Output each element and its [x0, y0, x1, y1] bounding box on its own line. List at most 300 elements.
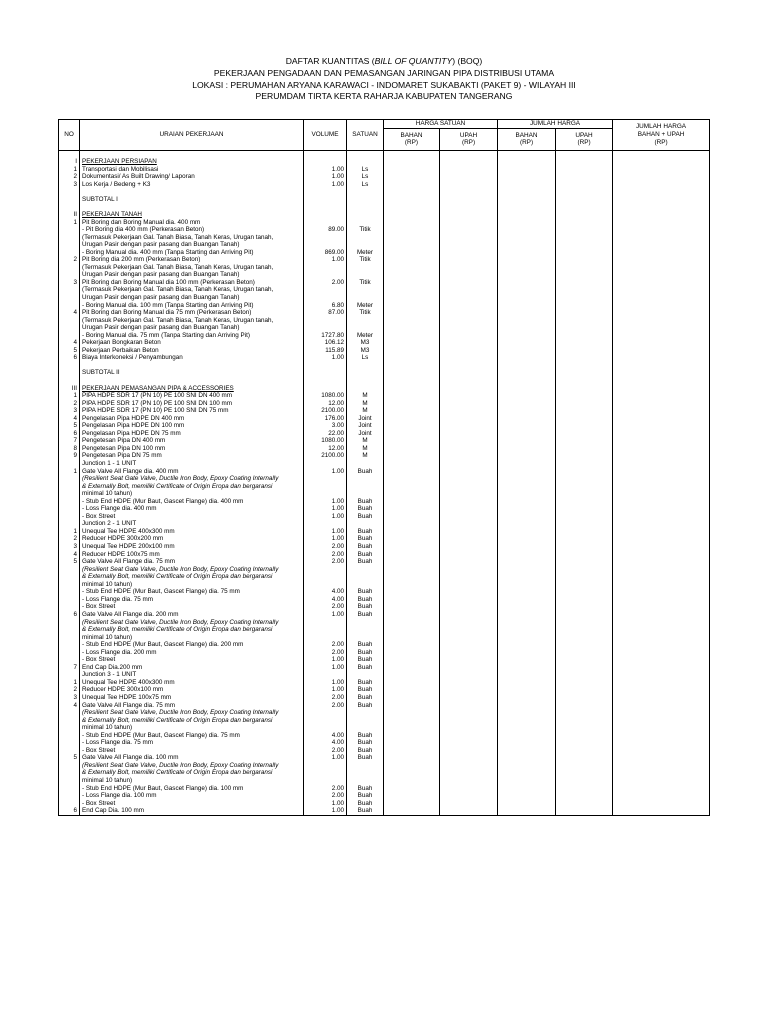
description-cell: PIPA HDPE SDR 17 (PN 10) PE 100 SNI DN 100 mm	[80, 400, 304, 408]
header-uraian: URAIAN PEKERJAAN	[80, 120, 304, 151]
harga-upah-cell	[440, 400, 498, 408]
unit-cell: Buah	[347, 513, 384, 521]
description-cell: Pengelasan Pipa HDPE DN 75 mm	[80, 430, 304, 438]
jumlah-bahan-cell	[498, 619, 556, 627]
unit-cell: Ls	[347, 354, 384, 362]
volume-cell	[304, 762, 347, 770]
harga-bahan-cell	[384, 664, 440, 672]
jumlah-bahan-cell	[498, 181, 556, 189]
volume-cell: 106.12	[304, 339, 347, 347]
jumlah-upah-cell	[556, 800, 613, 808]
description-cell: Pit Boring dia 200 mm (Perkerasan Beton)	[80, 256, 304, 264]
total-cell	[613, 241, 710, 249]
harga-bahan-cell	[384, 619, 440, 627]
description-cell: minimal 10 tahun)	[80, 724, 304, 732]
harga-upah-cell	[440, 437, 498, 445]
volume-cell	[304, 203, 347, 211]
harga-upah-cell	[440, 369, 498, 377]
total-cell	[613, 807, 710, 815]
table-row	[59, 739, 710, 747]
item-number-cell	[59, 588, 80, 596]
jumlah-bahan-cell	[498, 271, 556, 279]
total-cell	[613, 535, 710, 543]
volume-cell: 1.00	[304, 754, 347, 762]
jumlah-upah-cell	[556, 694, 613, 702]
description-cell: Pengelasan Pipa HDPE DN 100 mm	[80, 422, 304, 430]
description-cell	[80, 188, 304, 196]
harga-upah-cell	[440, 626, 498, 634]
unit-cell	[347, 241, 384, 249]
item-number-cell	[59, 739, 80, 747]
total-cell	[613, 611, 710, 619]
volume-cell	[304, 724, 347, 732]
total-cell	[613, 271, 710, 279]
jumlah-bahan-cell	[498, 490, 556, 498]
item-number-cell: 2	[59, 535, 80, 543]
item-number-cell	[59, 294, 80, 302]
unit-cell	[347, 196, 384, 204]
harga-bahan-cell	[384, 792, 440, 800]
harga-bahan-cell	[384, 445, 440, 453]
table-row	[59, 302, 710, 310]
harga-upah-cell	[440, 181, 498, 189]
item-number-cell: II	[59, 211, 80, 219]
harga-upah-cell	[440, 324, 498, 332]
unit-cell: Joint	[347, 430, 384, 438]
volume-cell: 2.00	[304, 785, 347, 793]
total-cell	[613, 596, 710, 604]
harga-bahan-cell	[384, 475, 440, 483]
unit-cell	[347, 724, 384, 732]
description-cell: Gate Valve All Flange dia. 75 mm	[80, 702, 304, 710]
table-row	[59, 196, 710, 204]
item-number-cell: 2	[59, 686, 80, 694]
table-row	[59, 452, 710, 460]
item-number-cell	[59, 324, 80, 332]
jumlah-upah-cell	[556, 686, 613, 694]
unit-cell: Buah	[347, 694, 384, 702]
title-line-1	[0, 56, 768, 68]
jumlah-upah-cell	[556, 792, 613, 800]
harga-upah-cell	[440, 634, 498, 642]
jumlah-upah-cell	[556, 286, 613, 294]
jumlah-bahan-cell	[498, 475, 556, 483]
volume-cell: 2.00	[304, 279, 347, 287]
harga-bahan-cell	[384, 452, 440, 460]
header-unit: (RP)	[577, 139, 591, 147]
jumlah-upah-cell	[556, 445, 613, 453]
item-number-cell: 1	[59, 528, 80, 536]
unit-cell	[347, 626, 384, 634]
jumlah-bahan-cell	[498, 347, 556, 355]
description-cell: - Stub End HDPE (Mur Baut, Gascet Flange) dia. 200 mm	[80, 641, 304, 649]
description-cell: minimal 10 tahun)	[80, 777, 304, 785]
header-total-unit: (RP)	[654, 138, 668, 146]
jumlah-bahan-cell	[498, 483, 556, 491]
item-number-cell	[59, 619, 80, 627]
title-line-3: LOKASI : PERUMAHAN ARYANA KARAWACI - INDOMARET SUKABAKTI (PAKET 9) - WILAYAH III	[192, 79, 576, 90]
harga-upah-cell	[440, 354, 498, 362]
item-number-cell	[59, 498, 80, 506]
table-row	[59, 483, 710, 491]
harga-upah-cell	[440, 641, 498, 649]
jumlah-upah-cell	[556, 490, 613, 498]
item-number-cell	[59, 483, 80, 491]
description-cell: SUBTOTAL II	[80, 369, 304, 377]
unit-cell: Ls	[347, 166, 384, 174]
harga-upah-cell	[440, 724, 498, 732]
harga-upah-cell	[440, 407, 498, 415]
volume-cell: 1.00	[304, 498, 347, 506]
item-number-cell	[59, 777, 80, 785]
header-total	[613, 120, 710, 151]
unit-cell: Buah	[347, 528, 384, 536]
volume-cell: 2.00	[304, 649, 347, 657]
volume-cell	[304, 286, 347, 294]
item-number-cell: 1	[59, 679, 80, 687]
jumlah-bahan-cell	[498, 611, 556, 619]
harga-bahan-cell	[384, 762, 440, 770]
harga-upah-cell	[440, 468, 498, 476]
table-row	[59, 407, 710, 415]
volume-cell: 1.00	[304, 686, 347, 694]
table-row	[59, 807, 710, 815]
table-row	[59, 188, 710, 196]
harga-upah-cell	[440, 332, 498, 340]
total-cell	[613, 603, 710, 611]
header-label: UPAH	[459, 131, 478, 139]
table-row	[59, 203, 710, 211]
harga-upah-cell	[440, 188, 498, 196]
table-row	[59, 686, 710, 694]
harga-upah-cell	[440, 664, 498, 672]
table-body	[59, 150, 710, 815]
total-cell	[613, 347, 710, 355]
jumlah-bahan-cell	[498, 528, 556, 536]
harga-bahan-cell	[384, 286, 440, 294]
total-cell	[613, 543, 710, 551]
volume-cell: 4.00	[304, 596, 347, 604]
unit-cell: Titik	[347, 309, 384, 317]
unit-cell	[347, 520, 384, 528]
harga-bahan-cell	[384, 626, 440, 634]
item-number-cell	[59, 603, 80, 611]
total-cell	[613, 362, 710, 370]
unit-cell	[347, 362, 384, 370]
unit-cell	[347, 324, 384, 332]
jumlah-bahan-cell	[498, 324, 556, 332]
item-number-cell	[59, 302, 80, 310]
item-number-cell: 7	[59, 437, 80, 445]
description-cell	[80, 362, 304, 370]
harga-upah-cell	[440, 430, 498, 438]
total-cell	[613, 468, 710, 476]
jumlah-upah-cell	[556, 407, 613, 415]
item-number-cell: 9	[59, 452, 80, 460]
table-row	[59, 498, 710, 506]
item-number-cell	[59, 286, 80, 294]
unit-cell: Buah	[347, 754, 384, 762]
description-cell: PIPA HDPE SDR 17 (PN 10) PE 100 SNI DN 75 mm	[80, 407, 304, 415]
volume-cell: 1.00	[304, 656, 347, 664]
harga-upah-cell	[440, 317, 498, 325]
jumlah-bahan-cell	[498, 634, 556, 642]
unit-cell: M	[347, 445, 384, 453]
total-cell	[613, 649, 710, 657]
table-row	[59, 158, 710, 166]
total-cell	[613, 150, 710, 158]
harga-upah-cell	[440, 619, 498, 627]
jumlah-upah-cell	[556, 173, 613, 181]
jumlah-bahan-cell	[498, 800, 556, 808]
table-row	[59, 520, 710, 528]
jumlah-upah-cell	[556, 249, 613, 257]
description-cell: minimal 10 tahun)	[80, 634, 304, 642]
description-cell: - Boring Manual dia. 400 mm (Tanpa Starting dan Arriving Pit)	[80, 249, 304, 257]
volume-cell: 1.00	[304, 807, 347, 815]
jumlah-bahan-cell	[498, 150, 556, 158]
jumlah-bahan-cell	[498, 332, 556, 340]
description-cell: - Boring Manual dia. 75 mm (Tanpa Starting dan Arriving Pit)	[80, 332, 304, 340]
item-number-cell	[59, 769, 80, 777]
item-number-cell: 3	[59, 694, 80, 702]
harga-bahan-cell	[384, 566, 440, 574]
unit-cell: Ls	[347, 181, 384, 189]
volume-cell: 1.00	[304, 513, 347, 521]
jumlah-bahan-cell	[498, 656, 556, 664]
unit-cell	[347, 211, 384, 219]
item-number-cell: 4	[59, 309, 80, 317]
harga-bahan-cell	[384, 181, 440, 189]
unit-cell	[347, 294, 384, 302]
jumlah-bahan-cell	[498, 505, 556, 513]
harga-bahan-cell	[384, 656, 440, 664]
table-row	[59, 792, 710, 800]
table-row	[59, 256, 710, 264]
total-cell	[613, 619, 710, 627]
harga-bahan-cell	[384, 739, 440, 747]
jumlah-upah-cell	[556, 732, 613, 740]
jumlah-bahan-cell	[498, 498, 556, 506]
jumlah-bahan-cell	[498, 664, 556, 672]
jumlah-upah-cell	[556, 166, 613, 174]
unit-cell: Buah	[347, 505, 384, 513]
description-cell: - Loss Flange dia. 75 mm	[80, 739, 304, 747]
item-number-cell	[59, 641, 80, 649]
harga-upah-cell	[440, 566, 498, 574]
unit-cell: Titik	[347, 279, 384, 287]
description-cell: & Externally Bolt, memiliki Certificate of Origin Eropa dan bergaransi	[80, 483, 304, 491]
header-harga-satuan: HARGA SATUAN	[384, 120, 498, 129]
jumlah-upah-cell	[556, 724, 613, 732]
description-cell: Reducer HDPE 300x100 mm	[80, 686, 304, 694]
total-cell	[613, 339, 710, 347]
table-row	[59, 332, 710, 340]
volume-cell: 1.00	[304, 166, 347, 174]
harga-upah-cell	[440, 166, 498, 174]
volume-cell: 2.00	[304, 551, 347, 559]
jumlah-bahan-cell	[498, 173, 556, 181]
table-row	[59, 566, 710, 574]
harga-bahan-cell	[384, 234, 440, 242]
table-row	[59, 415, 710, 423]
description-cell: - Stub End HDPE (Mur Baut, Gascet Flange) dia. 75 mm	[80, 588, 304, 596]
unit-cell	[347, 203, 384, 211]
description-cell: Gate Valve All Flange dia. 200 mm	[80, 611, 304, 619]
table-row	[59, 581, 710, 589]
harga-bahan-cell	[384, 807, 440, 815]
unit-cell	[347, 286, 384, 294]
volume-cell: 1.00	[304, 800, 347, 808]
jumlah-upah-cell	[556, 362, 613, 370]
harga-bahan-cell	[384, 241, 440, 249]
table-row	[59, 641, 710, 649]
jumlah-bahan-cell	[498, 188, 556, 196]
table-row	[59, 747, 710, 755]
jumlah-bahan-cell	[498, 407, 556, 415]
jumlah-bahan-cell	[498, 732, 556, 740]
jumlah-bahan-cell	[498, 679, 556, 687]
harga-upah-cell	[440, 392, 498, 400]
total-cell	[613, 732, 710, 740]
total-cell	[613, 762, 710, 770]
jumlah-upah-cell	[556, 302, 613, 310]
description-cell: Reducer HDPE 100x75 mm	[80, 551, 304, 559]
item-number-cell: 3	[59, 543, 80, 551]
total-cell	[613, 566, 710, 574]
header-satuan: SATUAN	[347, 120, 384, 151]
harga-bahan-cell	[384, 173, 440, 181]
table-row	[59, 400, 710, 408]
volume-cell	[304, 377, 347, 385]
title-italic: BILL OF QUANTITY	[374, 56, 453, 66]
total-cell	[613, 626, 710, 634]
table-row	[59, 619, 710, 627]
total-cell	[613, 490, 710, 498]
description-cell: Los Kerja / Bedeng + K3	[80, 181, 304, 189]
item-number-cell	[59, 581, 80, 589]
table-row	[59, 588, 710, 596]
description-cell: PEKERJAAN PEMASANGAN PIPA & ACCESSORIES	[80, 385, 304, 393]
harga-upah-cell	[440, 603, 498, 611]
harga-upah-cell	[440, 747, 498, 755]
description-cell: Urugan Pasir dengan pasir pasang dan Buangan Tanah)	[80, 324, 304, 332]
jumlah-upah-cell	[556, 664, 613, 672]
table-row	[59, 309, 710, 317]
total-cell	[613, 641, 710, 649]
description-cell: - Loss Flange dia. 400 mm	[80, 505, 304, 513]
total-cell	[613, 551, 710, 559]
unit-cell	[347, 219, 384, 227]
table-row	[59, 347, 710, 355]
item-number-cell: 8	[59, 445, 80, 453]
unit-cell	[347, 483, 384, 491]
description-cell: End Cap Dia.200 mm	[80, 664, 304, 672]
jumlah-upah-cell	[556, 573, 613, 581]
item-number-cell	[59, 732, 80, 740]
volume-cell: 2.00	[304, 558, 347, 566]
table-row	[59, 656, 710, 664]
description-cell: Biaya Interkoneksi / Penyambungan	[80, 354, 304, 362]
harga-upah-cell	[440, 196, 498, 204]
harga-bahan-cell	[384, 264, 440, 272]
jumlah-bahan-cell	[498, 422, 556, 430]
title-line-2: PEKERJAAN PENGADAAN DAN PEMASANGAN JARINGAN PIPA DISTRIBUSI UTAMA	[213, 67, 555, 78]
jumlah-bahan-cell	[498, 694, 556, 702]
harga-upah-cell	[440, 286, 498, 294]
table-row	[59, 362, 710, 370]
item-number-cell	[59, 226, 80, 234]
jumlah-bahan-cell	[498, 309, 556, 317]
harga-upah-cell	[440, 807, 498, 815]
harga-upah-cell	[440, 256, 498, 264]
jumlah-upah-cell	[556, 460, 613, 468]
table-row	[59, 271, 710, 279]
harga-upah-cell	[440, 173, 498, 181]
total-cell	[613, 332, 710, 340]
jumlah-bahan-cell	[498, 392, 556, 400]
harga-bahan-cell	[384, 505, 440, 513]
jumlah-upah-cell	[556, 271, 613, 279]
volume-cell	[304, 219, 347, 227]
item-number-cell	[59, 490, 80, 498]
description-cell: - Stub End HDPE (Mur Baut, Gascet Flange) dia. 100 mm	[80, 785, 304, 793]
harga-upah-cell	[440, 362, 498, 370]
table-row	[59, 286, 710, 294]
item-number-cell: 3	[59, 407, 80, 415]
unit-cell	[347, 671, 384, 679]
jumlah-bahan-cell	[498, 566, 556, 574]
unit-cell	[347, 385, 384, 393]
item-number-cell: 2	[59, 400, 80, 408]
jumlah-bahan-cell	[498, 747, 556, 755]
description-cell: - Box Street	[80, 747, 304, 755]
total-cell	[613, 475, 710, 483]
total-cell	[613, 226, 710, 234]
jumlah-upah-cell	[556, 603, 613, 611]
harga-upah-cell	[440, 732, 498, 740]
harga-upah-cell	[440, 588, 498, 596]
jumlah-bahan-cell	[498, 686, 556, 694]
harga-bahan-cell	[384, 588, 440, 596]
harga-bahan-cell	[384, 702, 440, 710]
volume-cell: 4.00	[304, 588, 347, 596]
harga-upah-cell	[440, 679, 498, 687]
item-number-cell: 1	[59, 219, 80, 227]
jumlah-bahan-cell	[498, 603, 556, 611]
total-cell	[613, 505, 710, 513]
jumlah-upah-cell	[556, 452, 613, 460]
table-row	[59, 679, 710, 687]
table-row	[59, 785, 710, 793]
total-cell	[613, 445, 710, 453]
harga-bahan-cell	[384, 543, 440, 551]
harga-upah-cell	[440, 219, 498, 227]
jumlah-upah-cell	[556, 437, 613, 445]
jumlah-upah-cell	[556, 543, 613, 551]
table-row	[59, 626, 710, 634]
item-number-cell	[59, 241, 80, 249]
jumlah-upah-cell	[556, 807, 613, 815]
jumlah-upah-cell	[556, 649, 613, 657]
jumlah-bahan-cell	[498, 211, 556, 219]
description-cell: Transportasi dan Mobilisasi	[80, 166, 304, 174]
volume-cell	[304, 188, 347, 196]
description-cell: minimal 10 tahun)	[80, 581, 304, 589]
jumlah-bahan-cell	[498, 339, 556, 347]
harga-bahan-cell	[384, 694, 440, 702]
item-number-cell: 1	[59, 468, 80, 476]
